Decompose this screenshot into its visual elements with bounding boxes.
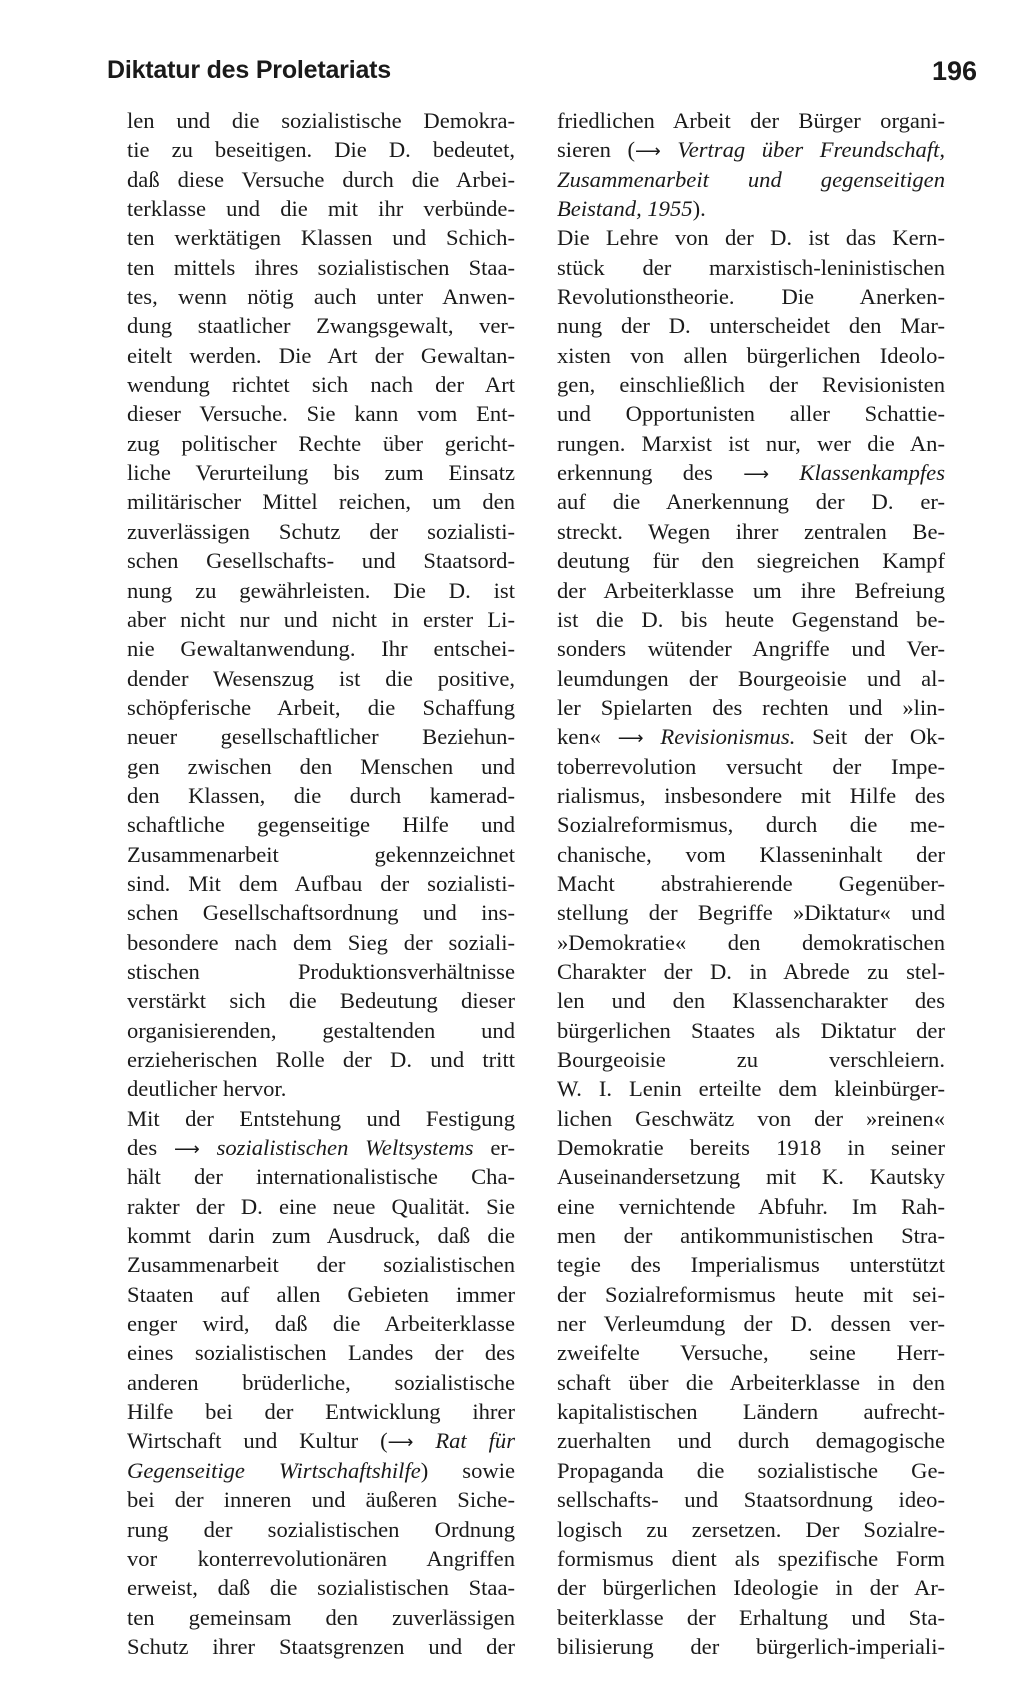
text-line: Charakter der D. in Abrede zu stel- bbox=[557, 958, 945, 984]
text-run: erkennung des bbox=[557, 460, 744, 486]
text-line: stück der marxistisch-leninistischen bbox=[557, 254, 945, 280]
cross-reference-term: Rat für bbox=[413, 1428, 515, 1454]
text-line: organisierenden, gestaltenden und bbox=[127, 1017, 515, 1043]
text-line: schöpferische Arbeit, die Schaffung bbox=[127, 694, 515, 720]
text-line: der Arbeiterklasse um ihre Befreiung bbox=[557, 577, 945, 603]
text-line: nung der D. unterscheidet den Mar- bbox=[557, 313, 945, 339]
left-text-column bbox=[127, 106, 515, 1661]
text-line bbox=[127, 1133, 515, 1162]
text-line: sonders wütender Angriffe und Ver- bbox=[557, 636, 945, 662]
cross-reference-term: Klassenkampfes bbox=[769, 460, 945, 486]
text-line: und Opportunisten aller Schattie- bbox=[557, 401, 945, 427]
text-run: des bbox=[127, 1135, 174, 1161]
text-line: Staaten auf allen Gebieten immer bbox=[127, 1281, 515, 1307]
text-line: Hilfe bei der Entwicklung ihrer bbox=[127, 1399, 515, 1425]
text-line: militärischer Mittel reichen, um den bbox=[127, 489, 515, 515]
text-line: rungen. Marxist ist nur, wer die An- bbox=[557, 430, 945, 456]
text-line: nie Gewaltanwendung. Ihr entschei- bbox=[127, 636, 515, 662]
text-line: len und die sozialistische Demokra- bbox=[127, 108, 515, 133]
text-line: »Demokratie« den demokratischen bbox=[557, 929, 945, 955]
text-line: bilisierung der bürgerlich-imperiali- bbox=[557, 1633, 945, 1659]
text-line: leumdungen der Bourgeoisie und al- bbox=[557, 665, 945, 691]
text-line: ten gemeinsam den zuverlässigen bbox=[127, 1604, 515, 1630]
page-header bbox=[107, 56, 977, 92]
text-line: ler Spielarten des rechten und »lin- bbox=[557, 694, 945, 720]
cross-reference-term: Revisionismus. bbox=[643, 724, 796, 750]
text-line: erweist, daß die sozialistischen Staa- bbox=[127, 1575, 515, 1601]
text-line: xisten von allen bürgerlichen Ideolo- bbox=[557, 342, 945, 368]
text-line: Macht abstrahierende Gegenüber- bbox=[557, 870, 945, 896]
text-line: toberrevolution versucht der Impe- bbox=[557, 753, 945, 779]
text-line: dung staatlicher Zwangsgewalt, ver- bbox=[127, 313, 515, 339]
text-run: ). bbox=[692, 196, 706, 222]
text-line: liche Verurteilung bis zum Einsatz bbox=[127, 460, 515, 486]
text-run: ken« bbox=[557, 724, 618, 750]
text-line: gen, einschließlich der Revisionisten bbox=[557, 372, 945, 398]
text-line bbox=[557, 194, 945, 223]
text-line: Revolutionstheorie. Die Anerken- bbox=[557, 284, 945, 310]
text-line: der Sozialreformismus heute mit sei- bbox=[557, 1281, 945, 1307]
text-line: Mit der Entstehung und Festigung bbox=[127, 1105, 515, 1131]
text-line: erzieherischen Rolle der D. und tritt bbox=[127, 1047, 515, 1072]
text-line: zuerhalten und durch demagogische bbox=[557, 1428, 945, 1454]
text-line: auf die Anerkennung der D. er- bbox=[557, 489, 945, 515]
text-line: schen Gesellschaftsordnung und ins- bbox=[127, 900, 515, 926]
text-line: enger wird, daß die Arbeiterklasse bbox=[127, 1311, 515, 1337]
text-line: sind. Mit dem Aufbau der sozialisti- bbox=[127, 870, 515, 896]
text-line: den Klassen, die durch kamerad- bbox=[127, 782, 515, 808]
text-line: verstärkt sich die Bedeutung dieser bbox=[127, 988, 515, 1014]
text-line: W. I. Lenin erteilte dem kleinbürger- bbox=[557, 1076, 945, 1102]
text-line: Die Lehre von der D. ist das Kern- bbox=[557, 225, 945, 251]
cross-reference-term: sozialistischen Weltsystems bbox=[199, 1135, 474, 1161]
text-line: deutlicher hervor. bbox=[127, 1076, 287, 1102]
text-line: schaft über die Arbeiterklasse in den bbox=[557, 1369, 945, 1395]
text-line: Demokratie bereits 1918 in seiner bbox=[557, 1135, 945, 1161]
text-run: ) sowie bbox=[420, 1457, 516, 1483]
text-line: gen zwischen den Menschen und bbox=[127, 753, 515, 779]
text-line: terklasse und die mit ihr verbünde- bbox=[127, 196, 515, 222]
text-line: nung zu gewährleisten. Die D. ist bbox=[127, 577, 515, 603]
text-line: chanische, vom Klasseninhalt der bbox=[557, 841, 945, 867]
text-line: schen Gesellschafts- und Staatsord- bbox=[127, 548, 515, 574]
text-line: stellung der Begriffe »Diktatur« und bbox=[557, 900, 945, 926]
text-run: er- bbox=[473, 1135, 515, 1161]
text-line: dieser Versuche. Sie kann vom Ent- bbox=[127, 401, 515, 427]
text-line: der bürgerlichen Ideologie in der Ar- bbox=[557, 1575, 945, 1601]
text-line: sellschafts- und Staatsordnung ideo- bbox=[557, 1487, 945, 1513]
text-line: Auseinandersetzung mit K. Kautsky bbox=[557, 1164, 945, 1190]
text-line bbox=[557, 458, 945, 487]
text-line: ten werktätigen Klassen und Schich- bbox=[127, 225, 515, 251]
text-line: Schutz ihrer Staatsgrenzen und der bbox=[127, 1633, 515, 1659]
text-line: aber nicht nur und nicht in erster Li- bbox=[127, 606, 515, 632]
text-line: ner Verleumdung der D. dessen ver- bbox=[557, 1311, 945, 1337]
cross-reference-term: Vertrag über Freundschaft, bbox=[660, 137, 945, 163]
text-line: Zusammenarbeit gekennzeichnet bbox=[127, 841, 515, 867]
text-run: Seit der Ok- bbox=[795, 724, 945, 750]
text-line: tie zu beseitigen. Die D. bedeutet, bbox=[127, 137, 515, 163]
running-title: Diktatur des Proletariats bbox=[107, 56, 391, 84]
text-line: zug politischer Rechte über gericht- bbox=[127, 430, 515, 456]
cross-reference-arrow-icon: ⟶ bbox=[387, 1432, 414, 1454]
text-line: Bourgeoisie zu verschleiern. bbox=[557, 1047, 945, 1072]
text-line: beiterklasse der Erhaltung und Sta- bbox=[557, 1604, 945, 1630]
text-line bbox=[127, 1456, 515, 1485]
text-line: stischen Produktionsverhältnisse bbox=[127, 958, 515, 984]
text-line: logisch zu zersetzen. Der Sozialre- bbox=[557, 1516, 945, 1542]
text-line: tes, wenn nötig auch unter Anwen- bbox=[127, 284, 515, 310]
text-line: tegie des Imperialismus unterstützt bbox=[557, 1252, 945, 1278]
text-line: ten mittels ihres sozialistischen Staa- bbox=[127, 254, 515, 280]
text-line: rung der sozialistischen Ordnung bbox=[127, 1516, 515, 1542]
text-line: Propaganda die sozialistische Ge- bbox=[557, 1457, 945, 1483]
text-line: rialismus, insbesondere mit Hilfe des bbox=[557, 782, 945, 808]
text-line: Zusammenarbeit der sozialistischen bbox=[127, 1252, 515, 1278]
text-line bbox=[127, 1426, 515, 1455]
text-line: len und den Klassencharakter des bbox=[557, 988, 945, 1014]
page-number: 196 bbox=[931, 56, 977, 86]
text-line: formismus dient als spezifische Form bbox=[557, 1545, 945, 1571]
cross-reference-arrow-icon: ⟶ bbox=[173, 1139, 200, 1161]
text-line: eitelt werden. Die Art der Gewaltan- bbox=[127, 342, 515, 368]
text-line bbox=[557, 722, 945, 751]
text-line: kommt darin zum Ausdruck, daß die bbox=[127, 1223, 515, 1249]
text-line bbox=[557, 135, 945, 164]
text-line bbox=[557, 165, 945, 194]
text-line: ist die D. bis heute Gegenstand be- bbox=[557, 606, 945, 632]
text-line: hält der internationalistische Cha- bbox=[127, 1164, 515, 1190]
text-line: besondere nach dem Sieg der soziali- bbox=[127, 929, 515, 955]
right-text-column bbox=[557, 106, 945, 1661]
cross-reference-term: Zusammenarbeit und gegenseitigen bbox=[557, 166, 945, 192]
text-line: streckt. Wegen ihrer zentralen Be- bbox=[557, 518, 945, 544]
text-line: vor konterrevolutionären Angriffen bbox=[127, 1545, 515, 1571]
text-line: zuverlässigen Schutz der sozialisti- bbox=[127, 518, 515, 544]
cross-reference-arrow-icon: ⟶ bbox=[743, 464, 770, 486]
text-line: Sozialreformismus, durch die me- bbox=[557, 812, 945, 838]
text-line: bei der inneren und äußeren Siche- bbox=[127, 1487, 515, 1513]
cross-reference-term: Beistand, 1955 bbox=[557, 196, 693, 222]
text-line: bürgerlichen Staates als Diktatur der bbox=[557, 1017, 945, 1043]
cross-reference-arrow-icon: ⟶ bbox=[617, 728, 644, 750]
text-run: sieren ( bbox=[557, 137, 636, 163]
text-line: kapitalistischen Ländern aufrecht- bbox=[557, 1399, 945, 1425]
text-line: rakter der D. eine neue Qualität. Sie bbox=[127, 1193, 515, 1219]
text-line: eines sozialistischen Landes der des bbox=[127, 1340, 515, 1366]
text-line: eine vernichtende Abfuhr. Im Rah- bbox=[557, 1193, 945, 1219]
text-run: Wirtschaft und Kultur ( bbox=[127, 1428, 388, 1454]
text-line: daß diese Versuche durch die Arbei- bbox=[127, 166, 515, 192]
text-line: anderen brüderliche, sozialistische bbox=[127, 1369, 515, 1395]
text-line: schaftliche gegenseitige Hilfe und bbox=[127, 812, 515, 838]
text-line: deutung für den siegreichen Kampf bbox=[557, 548, 945, 574]
text-line: men der antikommunistischen Stra- bbox=[557, 1223, 945, 1249]
text-line: zweifelte Versuche, seine Herr- bbox=[557, 1340, 945, 1366]
cross-reference-arrow-icon: ⟶ bbox=[635, 141, 661, 163]
text-line: wendung richtet sich nach der Art bbox=[127, 372, 515, 398]
cross-reference-term: Gegenseitige Wirtschaftshilfe bbox=[127, 1457, 421, 1483]
text-line: dender Wesenszug ist die positive, bbox=[127, 665, 515, 691]
text-line: neuer gesellschaftlicher Beziehun- bbox=[127, 724, 515, 750]
text-line: lichen Geschwätz von der »reinen« bbox=[557, 1105, 945, 1131]
text-line: friedlichen Arbeit der Bürger organi- bbox=[557, 108, 945, 133]
